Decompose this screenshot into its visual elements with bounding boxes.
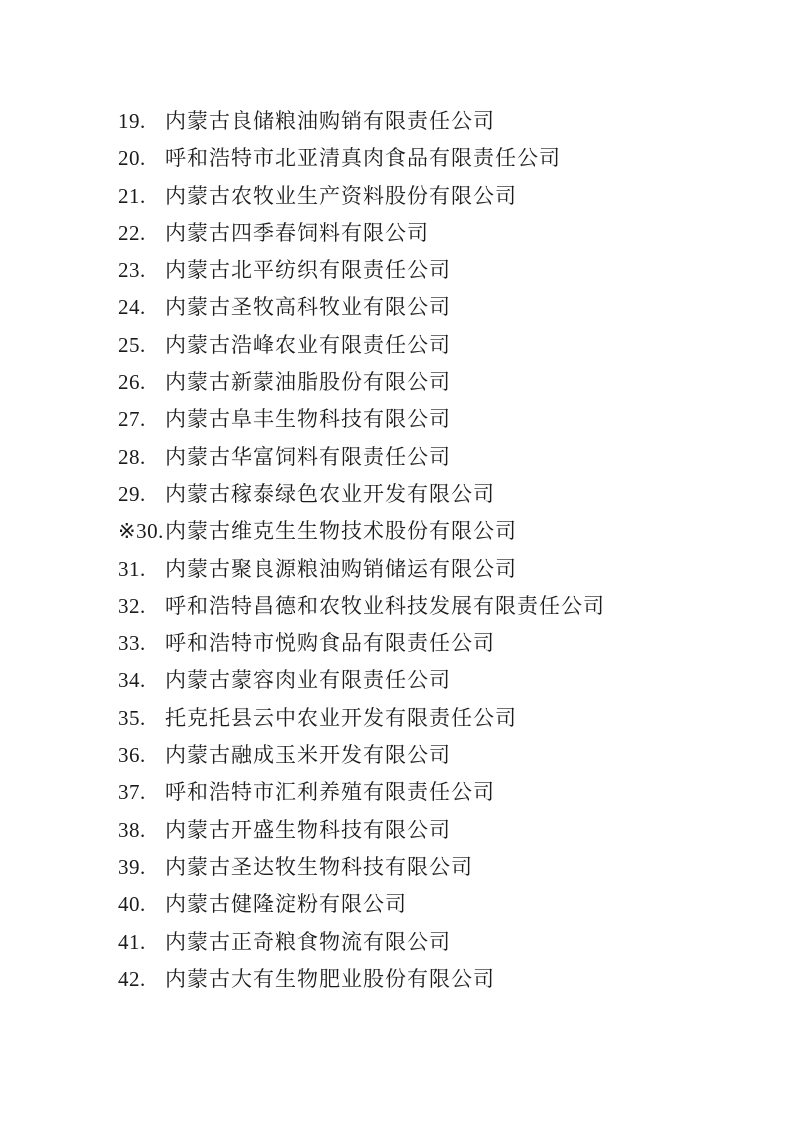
company-name: 呼和浩特市汇利养殖有限责任公司	[165, 780, 495, 805]
company-name: 内蒙古融成玉米开发有限公司	[165, 743, 451, 768]
list-item	[118, 215, 753, 252]
list-item	[118, 588, 753, 625]
list-item-number: 35.	[118, 705, 146, 730]
list-item	[118, 961, 753, 998]
company-name: 内蒙古维克生生物技术股份有限公司	[165, 519, 517, 544]
list-item	[118, 625, 753, 662]
list-item-number: 24.	[118, 295, 146, 320]
list-item-number: 34.	[118, 668, 146, 693]
company-name: 内蒙古华富饲料有限责任公司	[165, 444, 451, 469]
list-item	[118, 252, 753, 289]
company-name: 内蒙古正奇粮食物流有限公司	[165, 929, 451, 954]
list-item-number: 28.	[118, 444, 146, 469]
company-name: 内蒙古新蒙油脂股份有限公司	[165, 370, 451, 395]
list-item	[118, 289, 753, 326]
list-item	[118, 737, 753, 774]
list-item	[118, 924, 753, 961]
company-name: 呼和浩特市北亚清真肉食品有限责任公司	[165, 146, 561, 171]
company-name: 内蒙古圣牧高科牧业有限公司	[165, 295, 451, 320]
list-item	[118, 103, 753, 140]
list-item-number: 19.	[118, 109, 146, 133]
list-item	[118, 439, 753, 476]
list-item	[118, 662, 753, 699]
list-item-number: 40.	[118, 892, 146, 917]
list-item	[118, 774, 753, 811]
company-name: 内蒙古大有生物肥业股份有限公司	[165, 966, 495, 991]
company-name: 内蒙古阜丰生物科技有限公司	[165, 407, 451, 432]
list-item-number: 26.	[118, 370, 146, 395]
list-item-number: 27.	[118, 407, 146, 432]
list-item-number: 21.	[118, 183, 146, 208]
list-item-number: 32.	[118, 593, 146, 618]
list-item	[118, 700, 753, 737]
company-name: 内蒙古开盛生物科技有限公司	[165, 817, 451, 842]
company-name: 内蒙古良储粮油购销有限责任公司	[165, 109, 495, 133]
list-item-number: 39.	[118, 854, 146, 879]
company-name: 内蒙古圣达牧生物科技有限公司	[165, 854, 473, 879]
list-item-number: 31.	[118, 556, 146, 581]
list-item	[118, 476, 753, 513]
list-item-number: 29.	[118, 481, 146, 506]
list-item-number: 38.	[118, 817, 146, 842]
list-item	[118, 812, 753, 849]
list-item-number: 23.	[118, 258, 146, 283]
list-item-number: 41.	[118, 929, 146, 954]
list-item	[118, 140, 753, 177]
company-name: 内蒙古四季春饲料有限公司	[165, 220, 429, 245]
list-item	[118, 364, 753, 401]
company-name: 内蒙古浩峰农业有限责任公司	[165, 332, 451, 357]
company-name: 内蒙古北平纺织有限责任公司	[165, 258, 451, 283]
list-item-number: 36.	[118, 743, 146, 768]
company-name: 内蒙古蒙容肉业有限责任公司	[165, 668, 451, 693]
company-name: 托克托县云中农业开发有限责任公司	[165, 705, 517, 730]
list-item	[118, 327, 753, 364]
company-name: 内蒙古农牧业生产资料股份有限公司	[165, 183, 517, 208]
company-name: 呼和浩特市悦购食品有限责任公司	[165, 631, 495, 656]
list-item	[118, 551, 753, 588]
list-item	[118, 849, 753, 886]
list-item	[118, 401, 753, 438]
list-item-number: 37.	[118, 780, 146, 805]
list-item-number: 25.	[118, 332, 146, 357]
company-name: 内蒙古健隆淀粉有限公司	[165, 892, 407, 917]
list-item-number: 20.	[118, 146, 146, 171]
company-name: 内蒙古稼泰绿色农业开发有限公司	[165, 481, 495, 506]
company-name: 内蒙古聚良源粮油购销储运有限公司	[165, 556, 517, 581]
company-name: 呼和浩特昌德和农牧业科技发展有限责任公司	[165, 593, 605, 618]
list-item	[118, 178, 753, 215]
list-item-number-with-reference-mark: ※30.	[118, 519, 164, 544]
company-list	[118, 103, 753, 998]
list-item-marked	[118, 513, 753, 550]
list-item	[118, 886, 753, 923]
list-item-number: 22.	[118, 220, 146, 245]
list-item-number: 33.	[118, 631, 146, 656]
list-item-number: 42.	[118, 966, 146, 991]
